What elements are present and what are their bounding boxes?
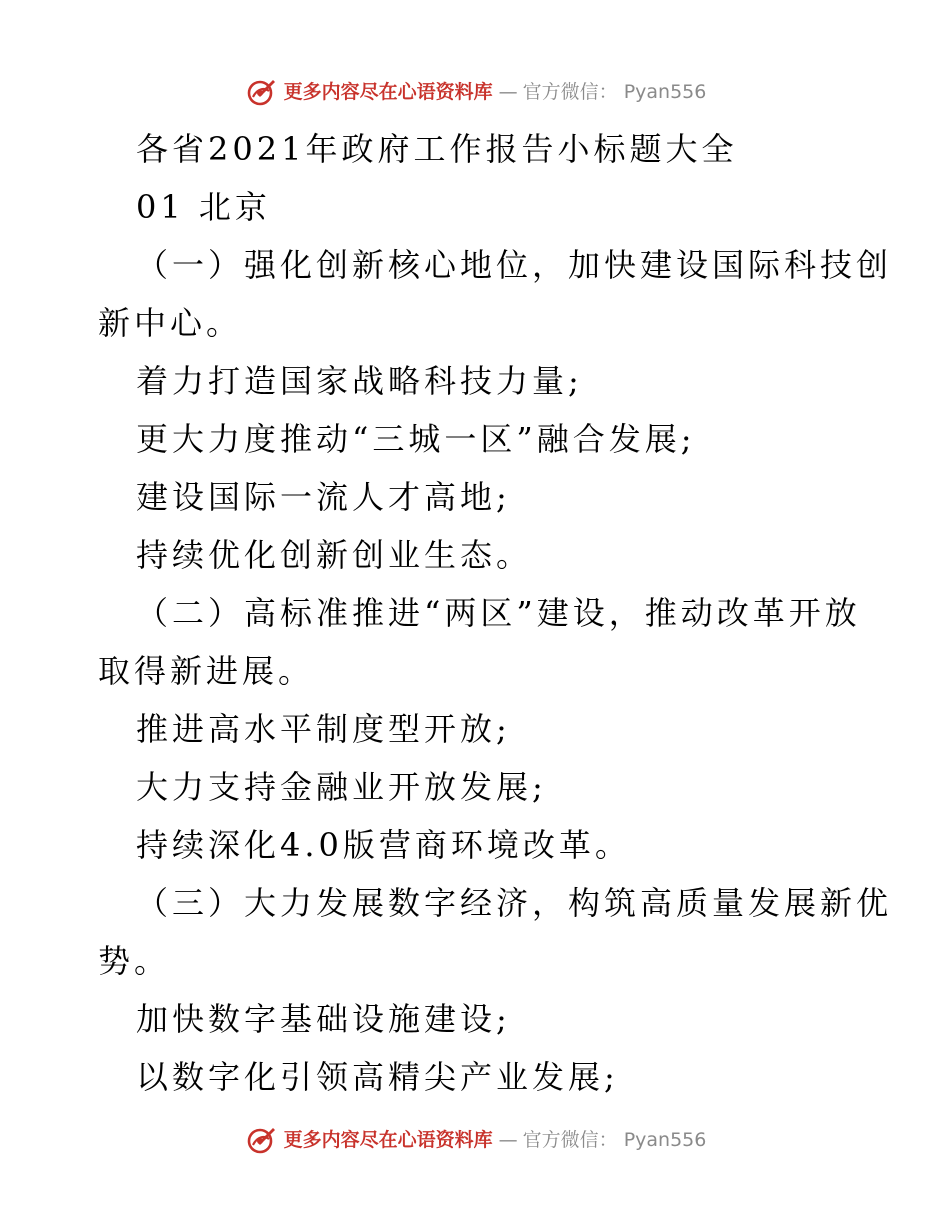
section-heading: 01 北京 bbox=[136, 188, 271, 226]
watermark-wechat-id: Pyan556 bbox=[623, 80, 707, 103]
watermark-label: 官方微信： bbox=[522, 80, 618, 103]
watermark-separator: — bbox=[498, 80, 517, 103]
list-item: 建设国际一流人才高地; bbox=[136, 478, 511, 516]
list-item: 持续深化4.0版营商环境改革。 bbox=[136, 826, 631, 864]
list-item: 着力打造国家战略科技力量; bbox=[136, 362, 583, 400]
watermark-separator: — bbox=[498, 1128, 517, 1151]
subsection-heading-line2: 新中心。 bbox=[98, 304, 243, 342]
list-item: 持续优化创新创业生态。 bbox=[136, 536, 533, 574]
watermark-wechat-id: Pyan556 bbox=[623, 1128, 707, 1151]
subsection-heading-line2: 势。 bbox=[98, 942, 171, 980]
subsection-heading-line2: 取得新进展。 bbox=[98, 652, 315, 690]
footer-watermark bbox=[0, 1120, 950, 1160]
header-watermark bbox=[0, 72, 950, 112]
watermark-lead-text: 更多内容尽在心语资料库 bbox=[283, 1128, 493, 1151]
pen-swirl-logo-icon bbox=[244, 1123, 278, 1157]
subsection-heading-line1: （二）高标准推进“两区”建设，推动改革开放 bbox=[136, 594, 861, 632]
subsection-heading-line1: （三）大力发展数字经济，构筑高质量发展新优 bbox=[136, 884, 893, 922]
watermark-label: 官方微信： bbox=[522, 1128, 618, 1151]
document-title: 各省2021年政府工作报告小标题大全 bbox=[136, 130, 738, 168]
list-item: 推进高水平制度型开放; bbox=[136, 710, 511, 748]
list-item: 以数字化引领高精尖产业发展; bbox=[136, 1058, 619, 1096]
watermark-lead-text: 更多内容尽在心语资料库 bbox=[283, 80, 493, 103]
list-item: 大力支持金融业开放发展; bbox=[136, 768, 547, 806]
pen-swirl-logo-icon bbox=[244, 75, 278, 109]
list-item: 更大力度推动“三城一区”融合发展; bbox=[136, 420, 696, 458]
document-body bbox=[98, 120, 893, 1106]
subsection-heading-line1: （一）强化创新核心地位，加快建设国际科技创 bbox=[136, 246, 893, 284]
list-item: 加快数字基础设施建设; bbox=[136, 1000, 511, 1038]
